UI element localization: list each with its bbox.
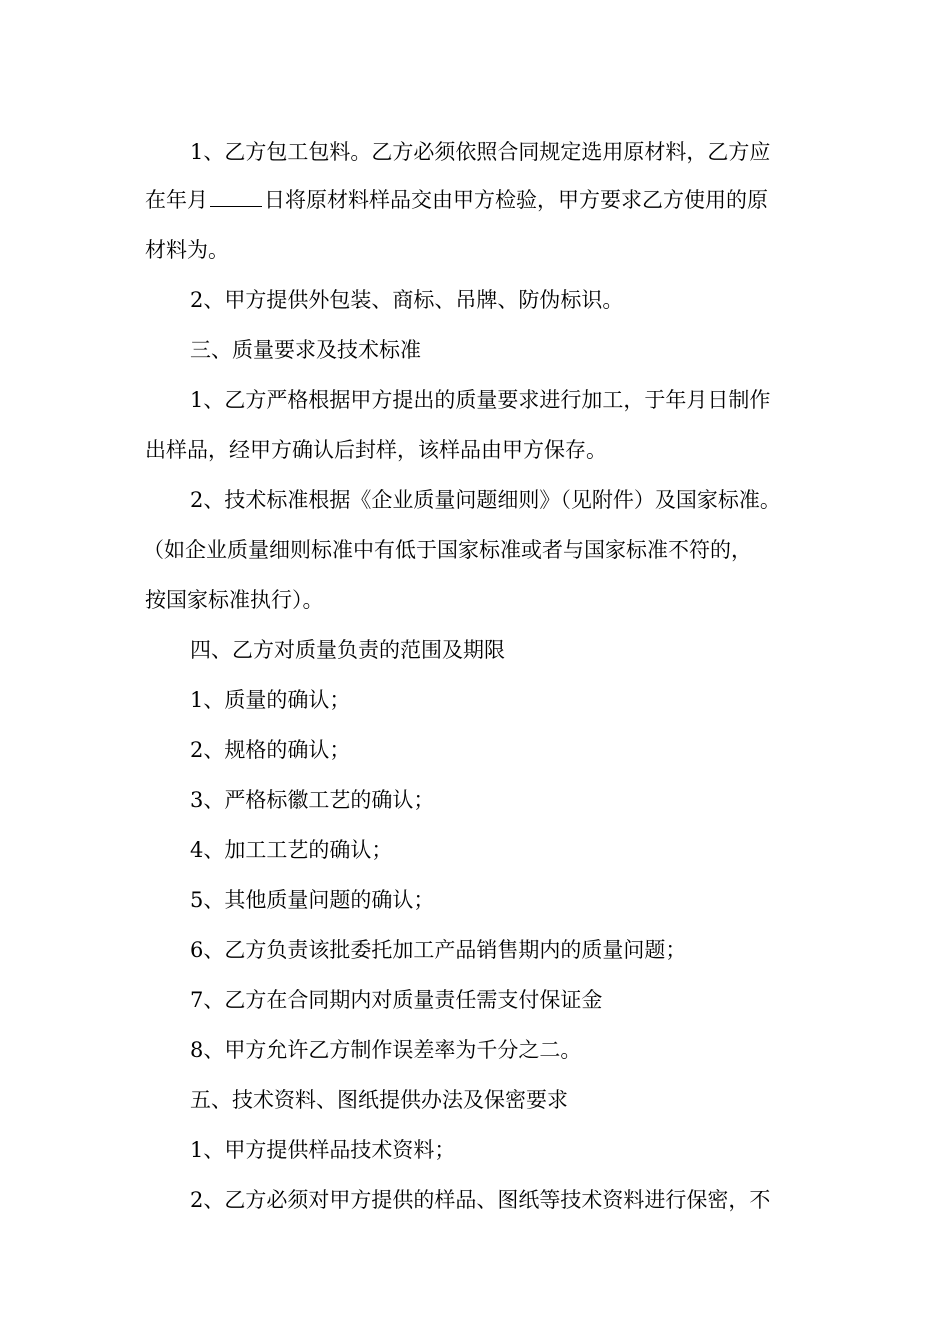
line-text-segment: 在年月 xyxy=(145,188,208,212)
paragraph-line: 2、甲方提供外包装、商标、吊牌、防伪标识。 xyxy=(190,288,624,312)
line-text-segment: 日将原材料样品交由甲方检验，甲方要求乙方使用的原 xyxy=(264,188,768,212)
paragraph-line: （如企业质量细则标准中有低于国家标准或者与国家标准不符的， xyxy=(143,538,752,562)
list-item: 2、规格的确认； xyxy=(190,738,351,762)
paragraph-line xyxy=(0,185,950,215)
list-item: 2、乙方必须对甲方提供的样品、图纸等技术资料进行保密，不 xyxy=(190,1188,771,1212)
paragraph-line: 2、技术标准根据《企业质量问题细则》（见附件）及国家标准。 xyxy=(190,488,781,512)
list-item: 3、严格标徽工艺的确认； xyxy=(190,788,435,812)
section-heading: 五、技术资料、图纸提供办法及保密要求 xyxy=(190,1088,568,1112)
paragraph-line: 材料为。 xyxy=(145,238,229,262)
list-item: 1、质量的确认； xyxy=(190,688,351,712)
paragraph-line: 出样品，经甲方确认后封样，该样品由甲方保存。 xyxy=(145,438,607,462)
section-heading: 三、质量要求及技术标准 xyxy=(190,338,421,362)
list-item: 4、加工工艺的确认； xyxy=(190,838,393,862)
paragraph-line: 1、乙方包工包料。乙方必须依照合同规定选用原材料，乙方应 xyxy=(190,140,771,164)
list-item: 7、乙方在合同期内对质量责任需支付保证金 xyxy=(190,988,603,1012)
list-item: 8、甲方允许乙方制作误差率为千分之二。 xyxy=(190,1038,582,1062)
paragraph-line: 按国家标准执行）。 xyxy=(145,588,324,612)
fill-in-blank xyxy=(210,186,262,207)
list-item: 6、乙方负责该批委托加工产品销售期内的质量问题； xyxy=(190,938,687,962)
list-item: 1、甲方提供样品技术资料； xyxy=(190,1138,456,1162)
section-heading: 四、乙方对质量负责的范围及期限 xyxy=(190,638,505,662)
paragraph-line: 1、乙方严格根据甲方提出的质量要求进行加工，于年月日制作 xyxy=(190,388,771,412)
list-item: 5、其他质量问题的确认； xyxy=(190,888,435,912)
